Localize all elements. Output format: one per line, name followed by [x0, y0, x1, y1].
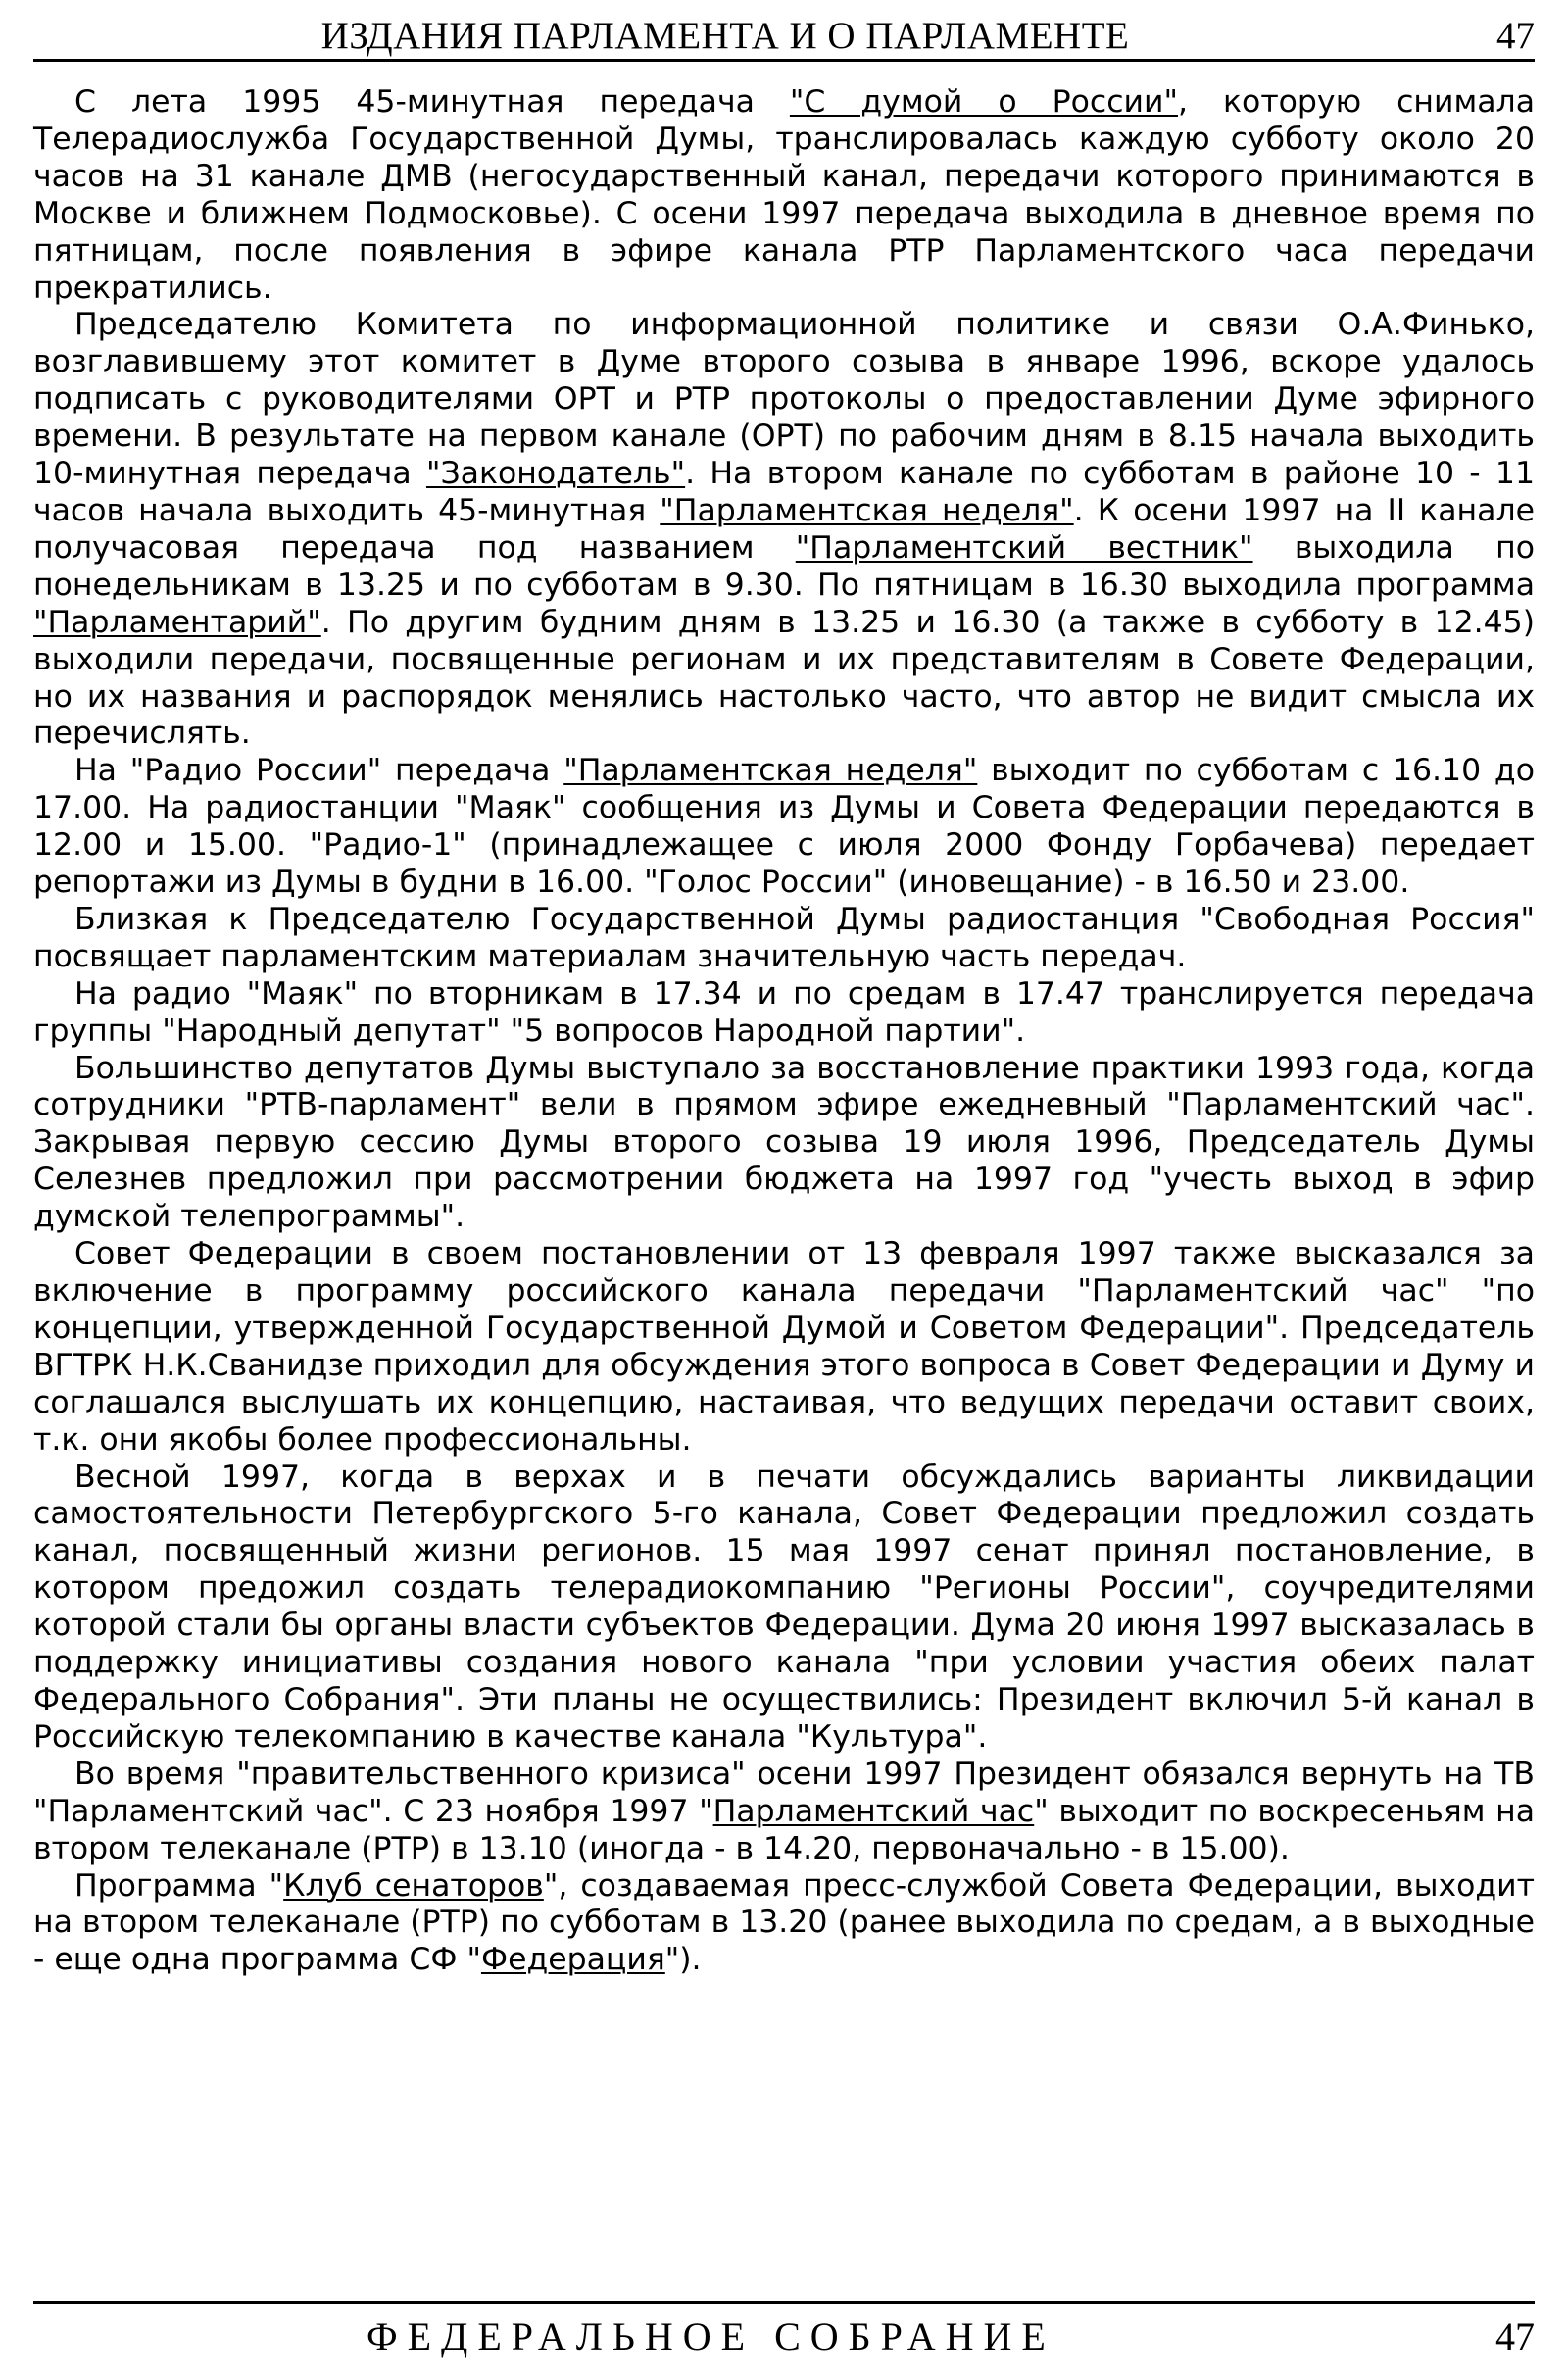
program-link[interactable]: Парламентский час	[712, 1793, 1035, 1829]
paragraph-text: Программа "	[74, 1867, 284, 1904]
program-link[interactable]: "Законодатель"	[425, 456, 686, 492]
paragraph-text: . К осени 1997 на II канале получасовая передача под названием	[33, 492, 1535, 566]
paragraph	[33, 307, 1535, 753]
paragraph	[33, 976, 1535, 1051]
program-link[interactable]: "Парламентская неделя"	[564, 753, 978, 789]
paragraph	[33, 1757, 1535, 1868]
paragraph-text: Близкая к Председателю Государственной Думы радиостанция "Свободная Россия" посвящает парламентским материалам значительную часть передач.	[33, 901, 1535, 974]
paragraph	[33, 84, 1535, 307]
footer-page-number: 47	[1495, 2314, 1535, 2358]
paragraph-text: Большинство депутатов Думы выступало за восстановление практики 1993 года, когда сотрудники "РТВ-парламент" вели в прямом эфире ежедневный "Парламентский час". Закрывая первую сессию Думы второго созыва 19 июля 1996, Председатель Думы Селезнев предложил при рассмотрении бюджета на 1997 год "учесть выход в эфир думской телепрограммы".	[33, 1050, 1535, 1235]
program-link[interactable]: "Парламентарий"	[33, 604, 321, 640]
paragraph-text: На радио "Маяк" по вторникам в 17.34 и по средам в 17.47 транслируется передача группы "Народный депутат" "5 вопросов Народной партии".	[33, 975, 1535, 1049]
paragraph	[33, 1051, 1535, 1237]
paragraph	[33, 902, 1535, 976]
program-link[interactable]: "Парламентский вестник"	[795, 529, 1253, 566]
paragraph	[33, 1236, 1535, 1459]
running-footer	[33, 2313, 1535, 2368]
program-link[interactable]: "С думой о России"	[789, 84, 1178, 120]
paragraph-text: . По другим будним дням в 13.25 и 16.30 (а также в субботу в 12.45) выходили передачи, посвященные регионам и их представителям в Совете Федерации, но их названия и распорядок менялись настолько часто, что автор не видит смысла их перечислять.	[33, 604, 1535, 752]
program-link[interactable]: "Парламентская неделя"	[660, 492, 1074, 528]
paragraph-text: " выходит по воскресеньям на втором телеканале (РТР) в 13.10 (иногда - в 14.20, первоначально - в 15.00).	[33, 1793, 1535, 1866]
paragraph-text: Совет Федерации в своем постановлении от 13 февраля 1997 также высказался за включение в программу российского канала передачи "Парламентский час" "по концепции, утвержденной Государственной Думой и Советом Федерации". Председатель ВГТРК Н.К.Сванидзе приходил для обсуждения этого вопроса в Совет Федерации и Думу и соглашался выслушать их концепцию, настаивая, что ведущих передачи оставит своих, т.к. они якобы более профессиональны.	[33, 1236, 1535, 1458]
paragraph	[33, 753, 1535, 902]
paragraph	[33, 1460, 1535, 1757]
footer-rule	[33, 2301, 1535, 2304]
paragraph-text: ").	[664, 1942, 702, 1978]
paragraph-text: ", создаваемая пресс-службой Совета Федерации, выходит на втором телеканале (РТР) по субботам в 13.20 (ранее выходила по средам, а в выходные - еще одна программа СФ "	[33, 1867, 1535, 1978]
program-link[interactable]: Федерация	[480, 1942, 665, 1978]
footer-title: ФЕДЕРАЛЬНОЕ СОБРАНИЕ	[367, 2314, 1055, 2358]
paragraph-text: выходила по понедельникам в 13.25 и по субботам в 9.30. По пятницам в 16.30 выходила программа	[33, 529, 1535, 603]
header-rule	[33, 59, 1535, 62]
paragraph-text: выходит по субботам с 16.10 до 17.00. На радиостанции "Маяк" сообщения из Думы и Совета Федерации передаются в 12.00 и 15.00. "Радио-1" (принадлежащее с июля 2000 Фонду Горбачева) передает репортажи из Думы в будни в 16.00. "Голос России" (иновещание) - в 16.50 и 23.00.	[33, 753, 1535, 901]
program-link[interactable]: Клуб сенаторов	[283, 1867, 544, 1904]
paragraph-text: С лета 1995 45-минутная передача	[74, 84, 790, 120]
header-page-number: 47	[1496, 15, 1535, 57]
paragraph-text: Весной 1997, когда в верхах и в печати обсуждались варианты ликвидации самостоятельности Петербургского 5-го канала, Совет Федерации предложил создать канал, посвященный жизни регионов. 15 мая 1997 сенат принял постановление, в котором предожил создать телерадиокомпанию "Регионы России", соучредителями которой стали бы органы власти субъектов Федерации. Дума 20 июня 1997 высказалась в поддержку инициативы создания нового канала "при условии участия обеих палат Федерального Собрания". Эти планы не осуществились: Президент включил 5-й канал в Российскую телекомпанию в качестве канала "Культура".	[33, 1459, 1535, 1755]
main-text	[33, 84, 1535, 1979]
header-title: ИЗДАНИЯ ПАРЛАМЕНТА И О ПАРЛАМЕНТЕ	[320, 15, 1130, 57]
paragraph-text: На "Радио России" передача	[74, 753, 564, 789]
paragraph-text: , которую снимала Телерадиослужба Государственной Думы, транслировалась каждую субботу около 20 часов на 31 канале ДМВ (негосударственный канал, передачи которого принимаются в Москве и ближнем Подмосковье). С осени 1997 передача выходила в дневное время по пятницам, после появления в эфире канала РТР Парламентского часа передачи прекратились.	[33, 84, 1535, 306]
paragraph-text: Во время "правительственного кризиса" осени 1997 Президент обязался вернуть на ТВ "Парламентский час". С 23 ноября 1997 "	[33, 1756, 1535, 1829]
running-header	[33, 8, 1535, 65]
paragraph-text: . На втором канале по субботам в районе 10 - 11 часов начала выходить 45-минутная	[33, 456, 1535, 528]
paragraph	[33, 1868, 1535, 1980]
paragraph-text: Председателю Комитета по информационной политике и связи О.А.Финько, возглавившему этот комитет в Думе второго созыва в январе 1996, вскоре удалось подписать с руководителями ОРТ и РТР протоколы о предоставлении Думе эфирного времени. В результате на первом канале (ОРТ) по рабочим дням в 8.15 начала выходить 10-минутная передача	[33, 307, 1535, 492]
